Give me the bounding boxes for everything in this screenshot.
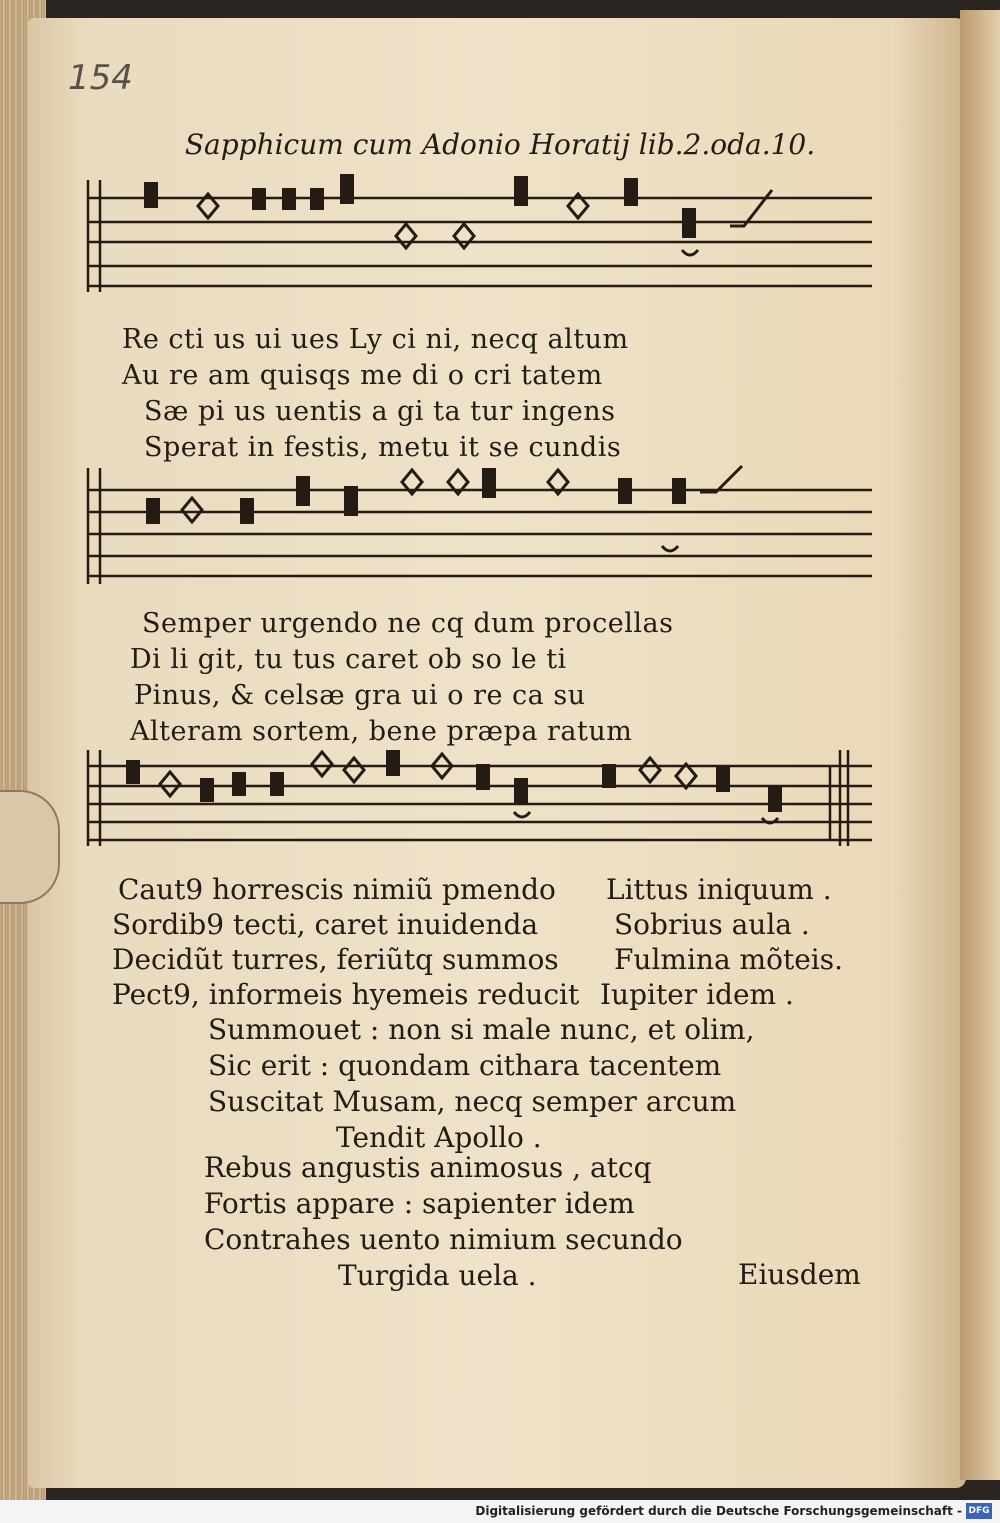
lyrics-stanza-1 xyxy=(122,322,629,466)
lyric-line: Sæ pi us uentis a gi ta tur ingens xyxy=(144,396,616,427)
verse-line: Caut9 horrescis nimiũ pmendo xyxy=(118,873,556,906)
verse-line: Sordib9 tecti, caret inuidenda xyxy=(112,908,539,941)
verse-line: Fulmina mõteis. xyxy=(614,943,844,976)
verse-line: Iupiter idem . xyxy=(600,978,794,1011)
music-staff-3 xyxy=(82,746,882,846)
lyrics-stanza-2 xyxy=(130,606,673,750)
digitization-credit: Digitalisierung gefördert durch die Deutsche Forschungsgemeinschaft - xyxy=(475,1504,962,1518)
verse-line: Littus iniquum . xyxy=(606,873,832,906)
verse-stanza-3-right xyxy=(600,872,843,1012)
lyric-line: Sperat in festis, metu it se cundis xyxy=(144,432,622,463)
verse-line: Tendit Apollo . xyxy=(336,1121,542,1154)
verse-stanza-4 xyxy=(208,1012,755,1156)
lyric-line: Alteram sortem, bene præpa ratum xyxy=(130,716,633,747)
music-staff-1 xyxy=(82,170,882,292)
lyric-line: Semper urgendo ne cq dum procellas xyxy=(142,608,674,639)
verse-line: Rebus angustis animosus , atcq xyxy=(204,1151,652,1184)
verse-line: Suscitat Musam, necq semper arcum xyxy=(208,1085,737,1118)
verse-stanza-3-left xyxy=(112,872,579,1012)
verse-line: Sic erit : quondam cithara tacentem xyxy=(208,1049,722,1082)
staff-notation xyxy=(82,170,882,292)
catchword: Eiusdem xyxy=(738,1258,861,1291)
page-number: 154 xyxy=(68,58,133,98)
verse-line: Contrahes uento nimium secundo xyxy=(204,1223,683,1256)
staff-notation xyxy=(82,746,882,846)
verse-line: Fortis appare : sapienter idem xyxy=(204,1187,635,1220)
lyric-line: Au re am quisqs me di o cri tatem xyxy=(122,360,603,391)
book-clip xyxy=(0,790,60,904)
facing-page-edge xyxy=(960,10,1000,1480)
lyric-line: Di li git, tu tus caret ob so le ti xyxy=(130,644,567,675)
verse-line: Summouet : non si male nunc, et olim, xyxy=(208,1013,755,1046)
lyric-line: Pinus, & celsæ gra ui o re ca su xyxy=(134,680,586,711)
verse-line: Decidũt turres, feriũtq summos xyxy=(112,943,559,976)
footer-bar xyxy=(0,1500,1000,1523)
lyric-line: Re cti us ui ues Ly ci ni, necq altum xyxy=(122,324,629,355)
verse-line: Pect9, informeis hyemeis reducit xyxy=(112,978,580,1011)
page-title: Sapphicum cum Adonio Horatij lib.2.oda.10. xyxy=(184,128,816,161)
verse-line: Sobrius aula . xyxy=(614,908,810,941)
staff-notation xyxy=(82,462,882,584)
dfg-logo: DFG xyxy=(966,1503,992,1519)
music-staff-2 xyxy=(82,462,882,584)
verse-line: Turgida uela . xyxy=(338,1259,537,1292)
verse-stanza-5 xyxy=(204,1150,683,1294)
